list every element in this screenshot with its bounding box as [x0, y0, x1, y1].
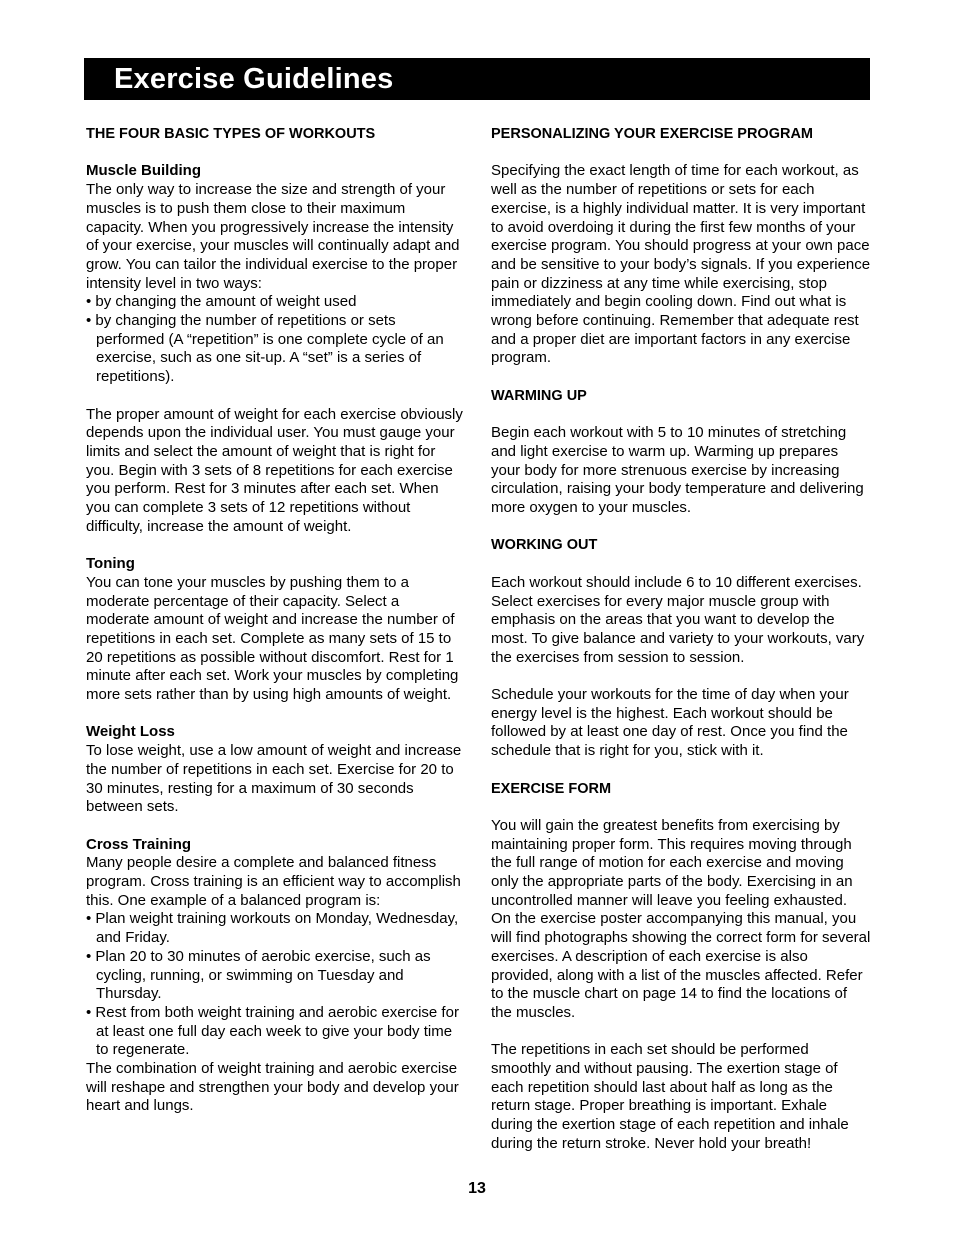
paragraph-repetitions-breathing: The repetitions in each set should be performed smoothly and without pausing. The exertion stage of each repetition should last about half as long as the return stage. Proper breathing is important. Exhale during the exertion stage of each repetition and inhale during the return stroke. Never hold your breath!: [491, 1041, 849, 1152]
paragraph-cross-training-intro: Many people desire a complete and balanced fitness program. Cross training is an efficient way to accomplish this. One example of a balanced program is:: [86, 854, 461, 909]
section-title-working-out: WORKING OUT: [491, 537, 598, 554]
section-title-workout-types: THE FOUR BASIC TYPES OF WORKOUTS: [86, 126, 376, 142]
paragraph-warming-up: Begin each workout with 5 to 10 minutes of stretching and light exercise to warm up. Warming up prepares your body for more strenuous exercise by increasing circulation, raising your body temperature and delivering more oxygen to your muscles.: [491, 424, 864, 517]
paragraph-working-out-exercises: Each workout should include 6 to 10 different exercises. Select exercises for every major muscle group with emphasis on the areas that you want to develop the most. To give balance and variety to your workouts, vary the exercises from session to session.: [491, 573, 865, 666]
page-title: Exercise Guidelines: [114, 63, 394, 95]
section-title-warming-up: WARMING UP: [491, 387, 587, 404]
right-column: [491, 125, 871, 1154]
paragraph-weight-loss: To lose weight, use a low amount of weight and increase the number of repetitions in each set. Exercise for 20 to 30 minutes, resting for a maximum of 30 seconds between sets.: [86, 742, 462, 816]
paragraph-cross-training-summary: The combination of weight training and aerobic exercise will reshape and strengthen your body and develop your heart and lungs.: [86, 1060, 459, 1115]
paragraph-muscle-building-intro: The only way to increase the size and strength of your muscles is to push them close to their maximum capacity. When you progressively increase the intensity of your exercise, your muscles will continually adapt and grow. You can tailor the individual exercise to the proper intensity level in two ways:: [86, 181, 460, 292]
bullet-weight-training-days: • Plan weight training workouts on Monday, Wednesday, and Friday.: [86, 910, 459, 947]
bullet-rest-day: • Rest from both weight training and aerobic exercise for at least one full day each week to give your body time to regenerate.: [86, 1003, 459, 1059]
page-number: 13: [468, 1180, 486, 1197]
section-title-personalizing: PERSONALIZING YOUR EXERCISE PROGRAM: [491, 126, 813, 142]
subheading-cross-training: Cross Training: [86, 835, 192, 853]
section-title-exercise-form: EXERCISE FORM: [491, 780, 612, 797]
paragraph-toning: You can tone your muscles by pushing them to a moderate percentage of their capacity. Select a moderate amount of weight and increase the number of repetitions in each set. Complete as many sets of 15 to 20 repetitions as possible without discomfort. Rest for 1 minute after each set. Work your muscles by completing more sets rather than by using high amounts of weight.: [86, 573, 459, 704]
bullet-aerobic-days: • Plan 20 to 30 minutes of aerobic exercise, such as cycling, running, or swimming on Tuesday and Thursday.: [86, 947, 431, 1003]
paragraph-working-out-schedule: Schedule your workouts for the time of day when your energy level is the highest. Each workout should be followed by at least one day of rest. Once you find the schedule that is right for you, stick with it.: [491, 686, 849, 760]
subheading-weight-loss: Weight Loss: [86, 723, 175, 741]
paragraph-muscle-building-weight: The proper amount of weight for each exercise obviously depends upon the individual user. You must gauge your limits and select the amount of weight that is right for you. Begin with 3 sets of 8 repetitions for each exercise you perform. Rest for 3 minutes after each set. When you can complete 3 sets of 12 repetitions without difficulty, increase the amount of weight.: [86, 405, 463, 535]
paragraph-exercise-form: You will gain the greatest benefits from exercising by maintaining proper form. This requires moving through the full range of motion for each exercise and moving only the appropriate parts of the body. Exercising in an uncontrolled manner will leave you feeling exhausted. On the exercise poster accompanying this manual, you will find photographs showing the correct form for several exercises. A description of each exercise is also provided, along with a list of the muscles affected. Refer to the muscle chart on page 14 to find the locations of the muscles.: [491, 816, 871, 1021]
subheading-toning: Toning: [86, 555, 135, 573]
left-column: [86, 125, 466, 1116]
title-banner: [84, 58, 870, 100]
paragraph-personalizing: Specifying the exact length of time for each workout, as well as the number of repetitions or sets for each exercise, is a highly individual matter. It is very important to avoid overdoing it during the first few months of your exercise program. You should progress at your own pace and be sensitive to your body’s signals. If you experience pain or dizziness at any time while exercising, stop immediately and begin cooling down. Find out what is wrong before continuing. Remember that adequate rest and a proper diet are important factors in any exercise program.: [491, 162, 871, 367]
bullet-weight-used: • by changing the amount of weight used: [86, 293, 357, 311]
subheading-muscle-building: Muscle Building: [86, 162, 202, 180]
bullet-repetitions: • by changing the number of repetitions or sets performed (A “repetition” is one complete cycle of an exercise, such as one sit-up. A “set” is a series of repetitions).: [86, 312, 444, 386]
